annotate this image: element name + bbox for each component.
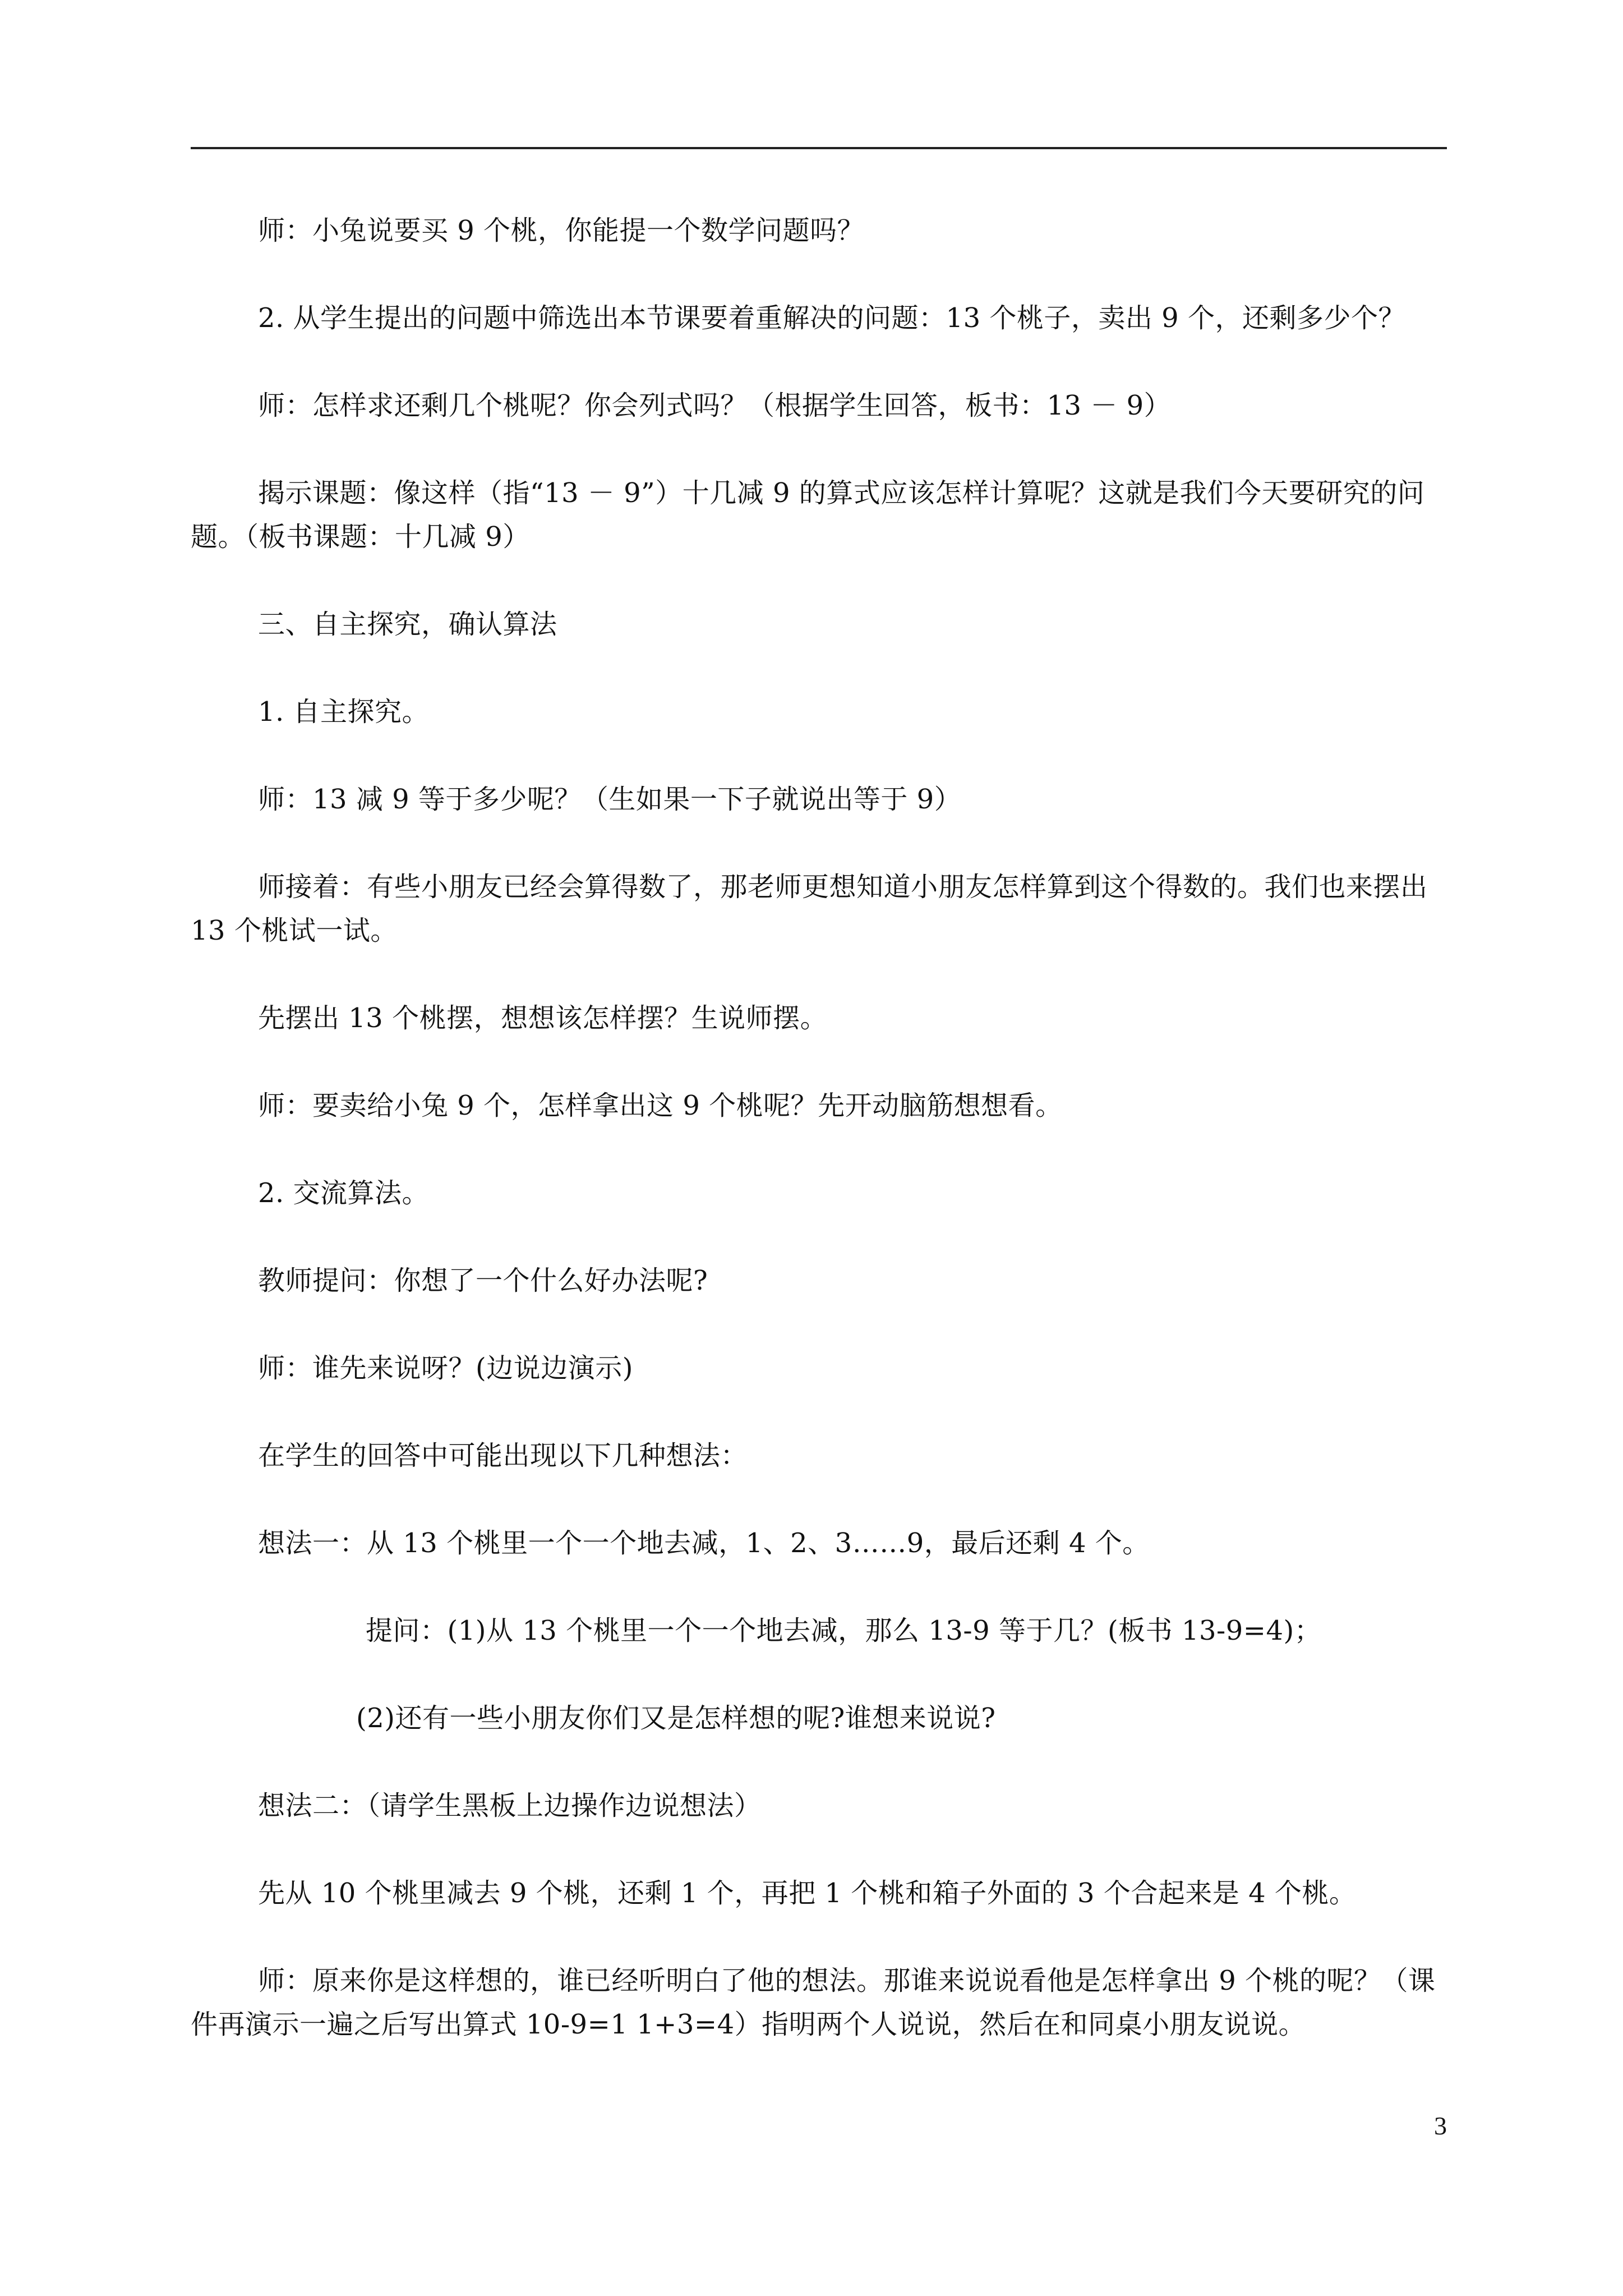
paragraph: (2)还有一些小朋友你们又是怎样想的呢?谁想来说说? <box>356 1703 996 1734</box>
section-heading: 三、自主探究，确认算法 <box>258 609 557 640</box>
subsection-heading: 1. 自主探究。 <box>258 696 430 728</box>
paragraph: 提问：(1)从 13 个桃里一个一个地去减，那么 13-9 等于几？(板书 13-9=4)； <box>366 1615 1322 1646</box>
paragraph: 师：要卖给小兔 9 个，怎样拿出这 9 个桃呢？先开动脑筋想想看。 <box>258 1090 1063 1121</box>
page-number: 3 <box>1434 2111 1447 2140</box>
paragraph: 先摆出 13 个桃摆，想想该怎样摆？生说师摆。 <box>258 1002 828 1034</box>
paragraph: 师：怎样求还剩几个桃呢？你会列式吗？（根据学生回答，板书：13 － 9） <box>258 390 1172 421</box>
paragraph: 先从 10 个桃里减去 9 个桃，还剩 1 个，再把 1 个桃和箱子外面的 3 个合起来是 4 个桃。 <box>258 1878 1357 1909</box>
subsection-heading: 2. 交流算法。 <box>258 1177 430 1209</box>
paragraph: 想法二：（请学生黑板上边操作边说想法） <box>258 1790 762 1821</box>
paragraph: 想法一：从 13 个桃里一个一个地去减，1、2、3……9，最后还剩 4 个。 <box>258 1527 1150 1559</box>
paragraph: 在学生的回答中可能出现以下几种想法： <box>258 1440 748 1471</box>
body-text <box>191 209 1447 2046</box>
paragraph: 师：谁先来说呀？(边说边演示) <box>258 1352 633 1384</box>
paragraph: 2. 从学生提出的问题中筛选出本节课要着重解决的问题：13 个桃子，卖出 9 个，还剩多少个？ <box>258 302 1405 334</box>
header-rule <box>191 147 1447 149</box>
paragraph: 师接着：有些小朋友已经会算得数了，那老师更想知道小朋友怎样算到这个得数的。我们也来摆出 13 个桃试一试。 <box>191 871 1428 946</box>
paragraph: 师：原来你是这样想的，谁已经听明白了他的想法。那谁来说说看他是怎样拿出 9 个桃的呢？（课件再演示一遍之后写出算式 10-9=1 1+3=4）指明两个人说说，然后在和同桌小朋友说说。 <box>191 1965 1436 2040</box>
paragraph: 教师提问：你想了一个什么好办法呢? <box>258 1265 708 1296</box>
paragraph: 揭示课题：像这样（指“13 － 9”）十几减 9 的算式应该怎样计算呢？这就是我们今天要研究的问题。（板书课题：十几减 9） <box>191 477 1425 553</box>
paragraph: 师：小兔说要买 9 个桃，你能提一个数学问题吗？ <box>258 215 865 246</box>
paragraph: 师：13 减 9 等于多少呢？（生如果一下子就说出等于 9） <box>258 784 962 815</box>
